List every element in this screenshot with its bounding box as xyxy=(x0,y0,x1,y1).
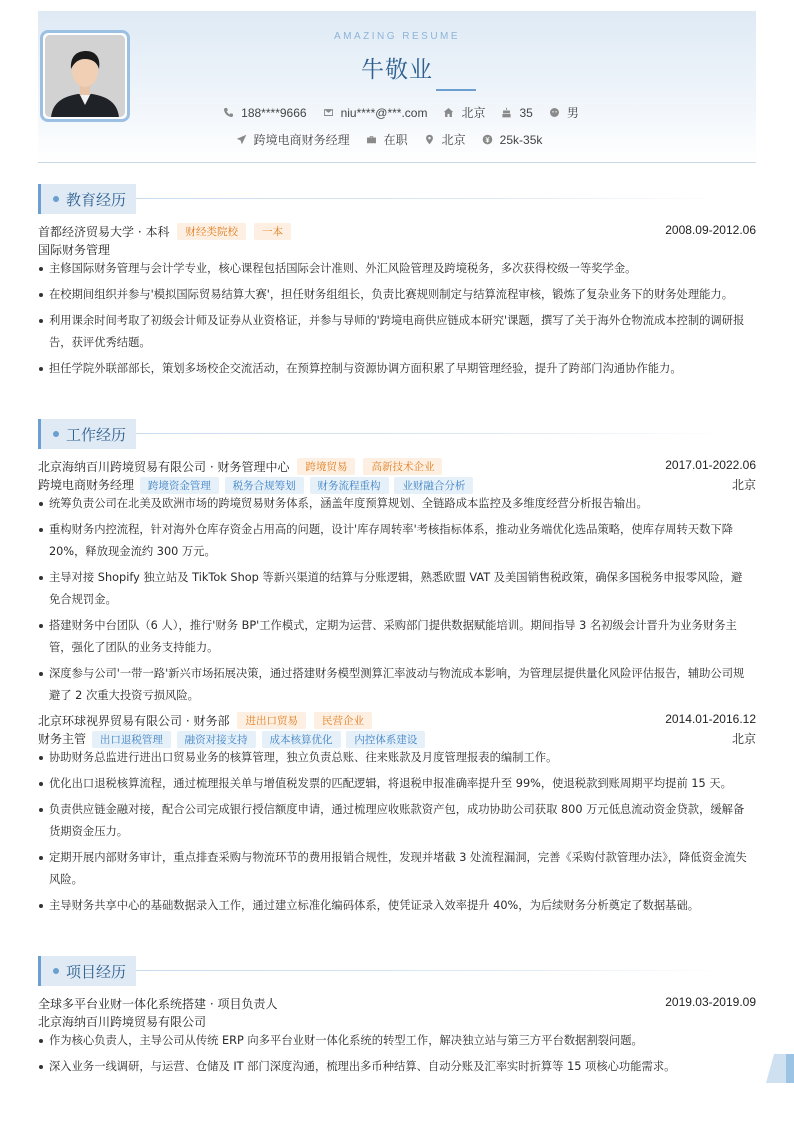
list-item: 负责供应链金融对接，配合公司完成银行授信额度申请，通过梳理应收账款资产包，成功协助公司获取 800 万元低息流动资金贷款，缓解备货期资金压力。 xyxy=(38,799,752,843)
section-dot xyxy=(53,968,59,974)
work-entry-1-bullets xyxy=(38,493,752,711)
corner-decoration xyxy=(766,1054,794,1083)
list-item: 优化出口退税核算流程，通过梳理报关单与增值税发票的匹配逻辑，将退税申报准确率提升至 99%，使退税款到账周期平均提前 15 天。 xyxy=(38,773,752,795)
job-city xyxy=(424,131,466,148)
list-item: 主修国际财务管理与会计学专业，核心课程包括国际会计准则、外汇风险管理及跨境税务，多次获得校级一等奖学金。 xyxy=(38,258,752,280)
project-company-text: 北京海纳百川跨境贸易有限公司 xyxy=(38,1015,207,1029)
education-major-text: 国际财务管理 xyxy=(38,243,111,257)
role-tag: 财务流程重构 xyxy=(310,477,389,494)
section-divider xyxy=(136,433,726,434)
contact-row xyxy=(42,104,760,121)
list-item: 主导对接 Shopify 独立站及 TikTok Shop 等新兴渠道的结算与分账逻辑，熟悉欧盟 VAT 及美国销售税政策，确保多国税务申报零风险，避免合规罚金。 xyxy=(38,567,752,611)
list-item: 主导财务共享中心的基础数据录入工作，通过建立标准化编码体系，使凭证录入效率提升 40%，为后续财务分析奠定了数据基础。 xyxy=(38,895,752,917)
company-tag: 进出口贸易 xyxy=(237,712,306,729)
contact-gender-text: 男 xyxy=(566,106,579,120)
job-intent-row xyxy=(30,131,748,148)
work-period: 2014.01-2016.12 xyxy=(665,712,756,726)
list-item: 深度参与公司'一带一路'新兴市场拓展决策，通过搭建财务模型测算汇率波动与物流成本影响，为管理层提供量化风险评估报告，辅助公司规避了 2 次重大投资亏损风险。 xyxy=(38,663,752,707)
briefcase-icon xyxy=(366,134,377,145)
education-period: 2008.09-2012.06 xyxy=(665,223,756,237)
work-city: 北京 xyxy=(731,732,756,746)
location-icon xyxy=(424,134,435,145)
job-status-text: 在职 xyxy=(383,133,408,147)
role-tag: 出口退税管理 xyxy=(92,731,171,748)
section-dot xyxy=(53,431,59,437)
role-tag: 成本核算优化 xyxy=(262,731,341,748)
project-period: 2019.03-2019.09 xyxy=(665,995,756,1009)
resume-header xyxy=(38,11,756,163)
job-city-text: 北京 xyxy=(441,133,466,147)
work-company: 北京海纳百川跨境贸易有限公司 · 财务管理中心 xyxy=(38,460,290,474)
education-tag: 财经类院校 xyxy=(177,223,246,240)
list-item: 重构财务内控流程，针对海外仓库存资金占用高的问题，设计'库存周转率'考核指标体系，推动业务端优化选品策略，使库存周转天数下降 20%，释放现金流约 300 万元。 xyxy=(38,519,752,563)
list-item: 搭建财务中台团队（6 人），推行'财务 BP'工作模式，定期为运营、采购部门提供数据赋能培训。期间指导 3 名初级会计晋升为业务财务主管，强化了团队的业务支持能力。 xyxy=(38,615,752,659)
work-period: 2017.01-2022.06 xyxy=(665,458,756,472)
work-company: 北京环球视界贸易有限公司 · 财务部 xyxy=(38,714,230,728)
phone-icon xyxy=(223,107,234,118)
education-major xyxy=(38,241,756,258)
section-label: 项目经历 xyxy=(66,963,127,981)
work-city: 北京 xyxy=(731,478,756,492)
section-education-heading xyxy=(38,184,756,214)
resume-tagline: AMAZING RESUME xyxy=(333,31,461,42)
list-item: 利用课余时间考取了初级会计师及证券从业资格证，并参与导师的'跨境电商供应链成本研究'课题，撰写了关于海外仓物流成本控制的调研报告，获评优秀结题。 xyxy=(38,310,752,354)
name-underline xyxy=(436,89,476,91)
section-dot xyxy=(53,196,59,202)
company-tag: 民营企业 xyxy=(314,712,372,729)
project-bullets xyxy=(38,1030,752,1082)
section-divider xyxy=(136,198,726,199)
work-role: 财务主管 xyxy=(38,732,87,746)
education-school: 首都经济贸易大学 · 本科 xyxy=(38,225,170,239)
work-entry-2-bullets xyxy=(38,747,752,921)
gender-icon xyxy=(549,107,560,118)
contact-age xyxy=(501,104,532,121)
job-status xyxy=(366,131,408,148)
section-work-heading xyxy=(38,419,756,449)
project-entry-header xyxy=(38,995,756,1012)
work-role: 跨境电商财务经理 xyxy=(38,478,135,492)
work-entry-1-role xyxy=(38,476,756,494)
section-project-heading xyxy=(38,956,756,986)
job-salary xyxy=(482,131,543,148)
job-salary-text: 25k-35k xyxy=(499,132,543,147)
contact-email xyxy=(323,104,428,121)
home-icon xyxy=(443,107,454,118)
salary-icon xyxy=(482,134,493,145)
job-title xyxy=(236,131,350,148)
project-title: 全球多平台业财一体化系统搭建 · 项目负责人 xyxy=(38,997,278,1011)
contact-phone-text: 188****9666 xyxy=(241,105,307,120)
education-entry-header xyxy=(38,223,756,240)
list-item: 协助财务总监进行进出口贸易业务的核算管理，独立负责总账、往来账款及月度管理报表的编制工作。 xyxy=(38,747,752,769)
list-item: 定期开展内部财务审计，重点排查采购与物流环节的费用报销合规性，发现并堵截 3 处流程漏洞，完善《采购付款管理办法》，降低资金流失风险。 xyxy=(38,847,752,891)
education-tag: 一本 xyxy=(254,223,291,240)
contact-phone xyxy=(223,104,306,121)
candidate-name: 牛敬业 xyxy=(361,57,433,83)
section-label: 教育经历 xyxy=(66,191,127,209)
education-bullets xyxy=(38,258,752,384)
cake-icon xyxy=(501,107,512,118)
list-item: 深入业务一线调研，与运营、仓储及 IT 部门深度沟通，梳理出多币种结算、自动分账及汇率实时折算等 15 项核心功能需求。 xyxy=(38,1056,752,1078)
contact-city xyxy=(443,104,485,121)
contact-age-text: 35 xyxy=(519,105,533,120)
contact-gender xyxy=(549,104,579,121)
send-icon xyxy=(236,134,247,145)
section-label: 工作经历 xyxy=(66,426,127,444)
role-tag: 业财融合分析 xyxy=(394,477,473,494)
role-tag: 跨境资金管理 xyxy=(140,477,219,494)
section-divider xyxy=(136,970,726,971)
role-tag: 税务合规筹划 xyxy=(225,477,304,494)
company-tag: 跨境贸易 xyxy=(297,458,355,475)
work-entry-2-role xyxy=(38,730,756,748)
work-entry-2-header xyxy=(38,712,756,729)
project-company xyxy=(38,1013,756,1030)
mail-icon xyxy=(323,107,334,118)
list-item: 在校期间组织并参与'模拟国际贸易结算大赛'，担任财务组组长，负责比赛规则制定与结算流程审核，锻炼了复杂业务下的财务处理能力。 xyxy=(38,284,752,306)
role-tag: 内控体系建设 xyxy=(346,731,425,748)
list-item: 担任学院外联部部长，策划多场校企交流活动，在预算控制与资源协调方面积累了早期管理经验，提升了跨部门沟通协作能力。 xyxy=(38,358,752,380)
list-item: 统筹负责公司在北美及欧洲市场的跨境贸易财务体系，涵盖年度预算规划、全链路成本监控及多维度经营分析报告输出。 xyxy=(38,493,752,515)
role-tag: 融资对接支持 xyxy=(177,731,256,748)
work-entry-1-header xyxy=(38,458,756,475)
company-tag: 高新技术企业 xyxy=(363,458,442,475)
list-item: 作为核心负责人，主导公司从传统 ERP 向多平台业财一体化系统的转型工作，解决独立站与第三方平台数据割裂问题。 xyxy=(38,1030,752,1052)
contact-city-text: 北京 xyxy=(461,106,486,120)
job-title-text: 跨境电商财务经理 xyxy=(253,133,350,147)
contact-email-text: niu****@***.com xyxy=(340,105,428,120)
